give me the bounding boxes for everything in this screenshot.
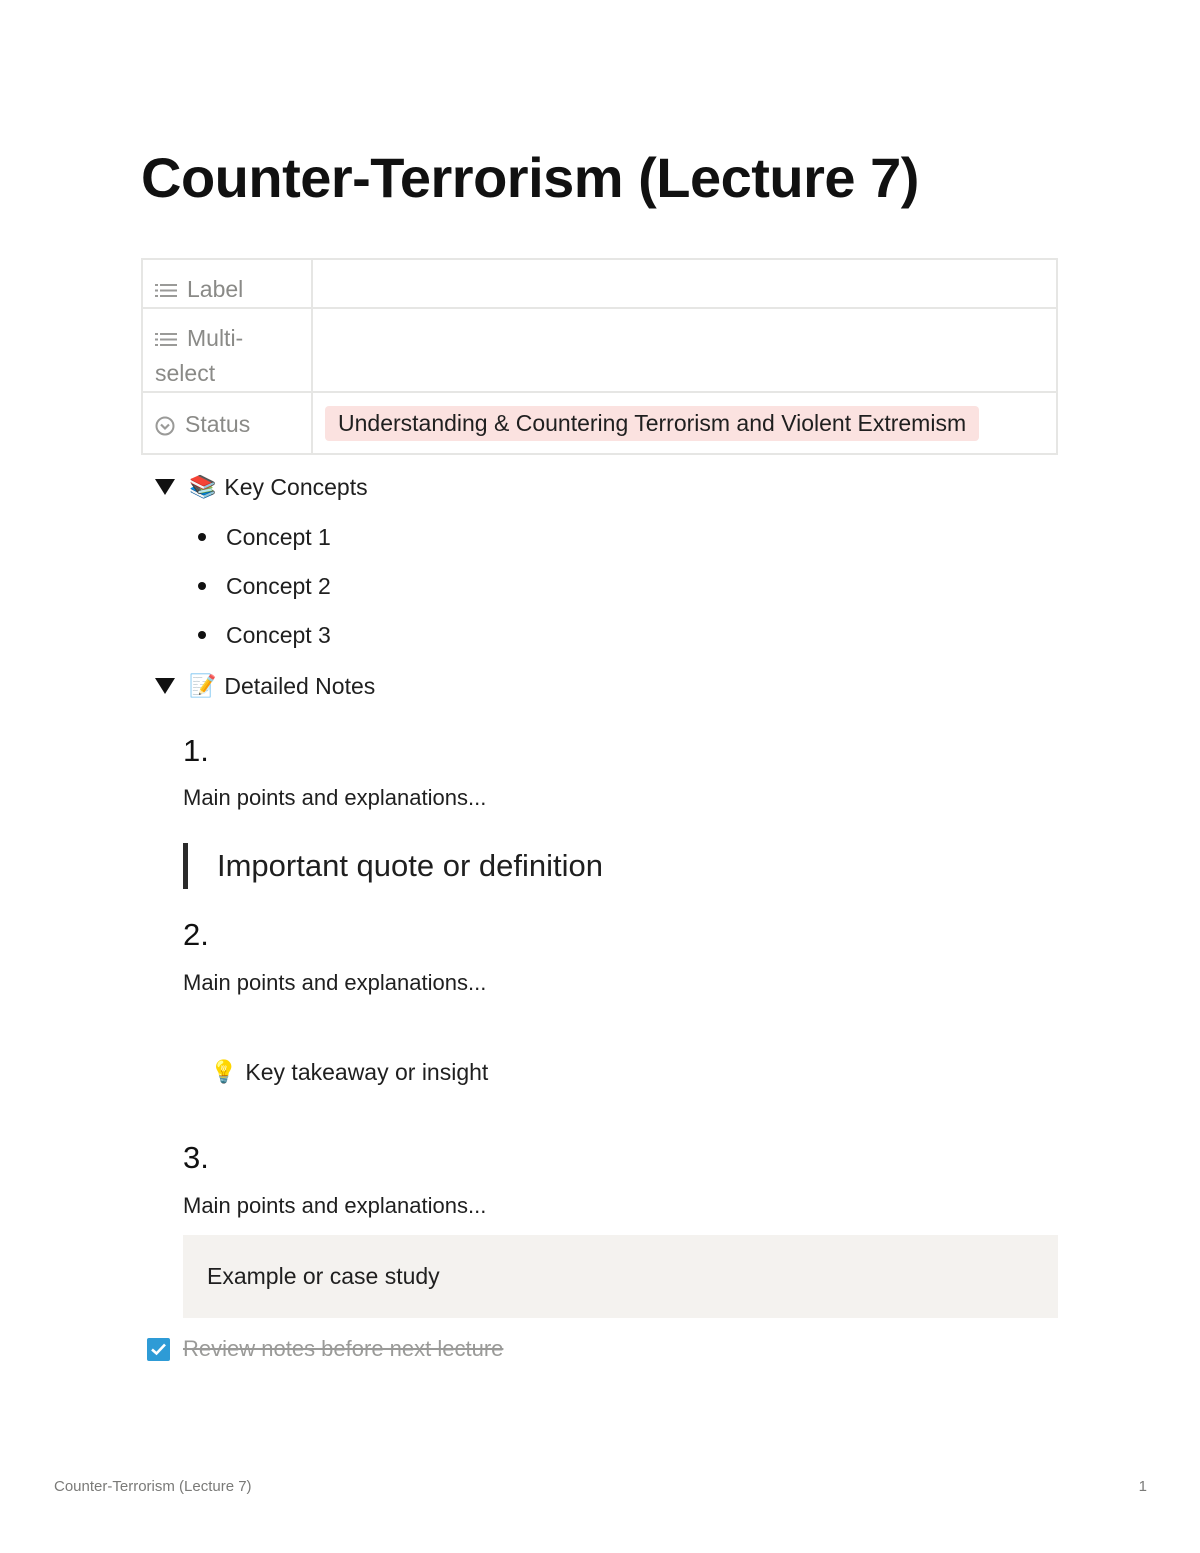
list-item: [198, 617, 331, 653]
list-icon: [155, 332, 177, 347]
property-value-label[interactable]: [312, 259, 1057, 308]
property-key-cell: [142, 392, 312, 454]
property-key-label: Status: [185, 411, 251, 437]
bullet-icon: [198, 582, 206, 590]
property-value-status[interactable]: [312, 392, 1057, 454]
books-icon: 📚: [189, 474, 217, 499]
example-text: Example or case study: [207, 1263, 440, 1289]
callout-text: Key takeaway or insight: [245, 1058, 489, 1085]
section-heading-1: 1.: [183, 733, 209, 768]
property-key-cell: [142, 259, 312, 308]
section-paragraph-3: Main points and explanations...: [183, 1193, 487, 1218]
property-key-label: Multi-select: [155, 325, 244, 386]
properties-table: [141, 258, 1058, 455]
example-block: [183, 1235, 1058, 1318]
checkmark-icon: [150, 1342, 167, 1356]
section-paragraph-1: Main points and explanations...: [183, 785, 487, 810]
toggle-key-concepts[interactable]: [155, 467, 368, 507]
list-item-text: Concept 1: [226, 523, 331, 550]
quote-block: Important quote or definition: [183, 843, 603, 889]
property-key-label: Label: [187, 276, 244, 302]
property-value-multi-select[interactable]: [312, 308, 1057, 392]
list-item-text: Concept 3: [226, 621, 331, 648]
property-row-label: [142, 259, 1057, 308]
todo-text: Review notes before next lecture: [183, 1336, 504, 1361]
toggle-detailed-notes[interactable]: [155, 666, 375, 706]
status-icon: [155, 416, 175, 436]
property-row-status: [142, 392, 1057, 454]
page-title: Counter-Terrorism (Lecture 7): [141, 146, 919, 209]
section-paragraph-2: Main points and explanations...: [183, 970, 487, 995]
memo-icon: 📝: [189, 673, 217, 698]
footer-title: Counter-Terrorism (Lecture 7): [54, 1478, 252, 1495]
status-badge[interactable]: Understanding & Countering Terrorism and Violent Extremism: [325, 406, 979, 441]
toggle-triangle-icon[interactable]: [155, 678, 175, 694]
list-item: [198, 568, 331, 604]
lightbulb-icon: 💡: [210, 1059, 238, 1084]
bullet-icon: [198, 631, 206, 639]
section-heading-3: 3.: [183, 1140, 209, 1175]
toggle-heading: Detailed Notes: [224, 672, 376, 699]
callout-block: [210, 1052, 488, 1092]
section-heading-2: 2.: [183, 917, 209, 952]
property-row-multi-select: [142, 308, 1057, 392]
page-number: 1: [1138, 1478, 1147, 1495]
toggle-triangle-icon[interactable]: [155, 479, 175, 495]
checkbox[interactable]: [147, 1338, 170, 1361]
property-key-cell: [142, 308, 312, 392]
toggle-heading: Key Concepts: [224, 473, 368, 500]
bullet-icon: [198, 533, 206, 541]
list-icon: [155, 283, 177, 298]
list-item: [198, 519, 331, 555]
todo-item: [147, 1333, 503, 1365]
list-item-text: Concept 2: [226, 572, 331, 599]
